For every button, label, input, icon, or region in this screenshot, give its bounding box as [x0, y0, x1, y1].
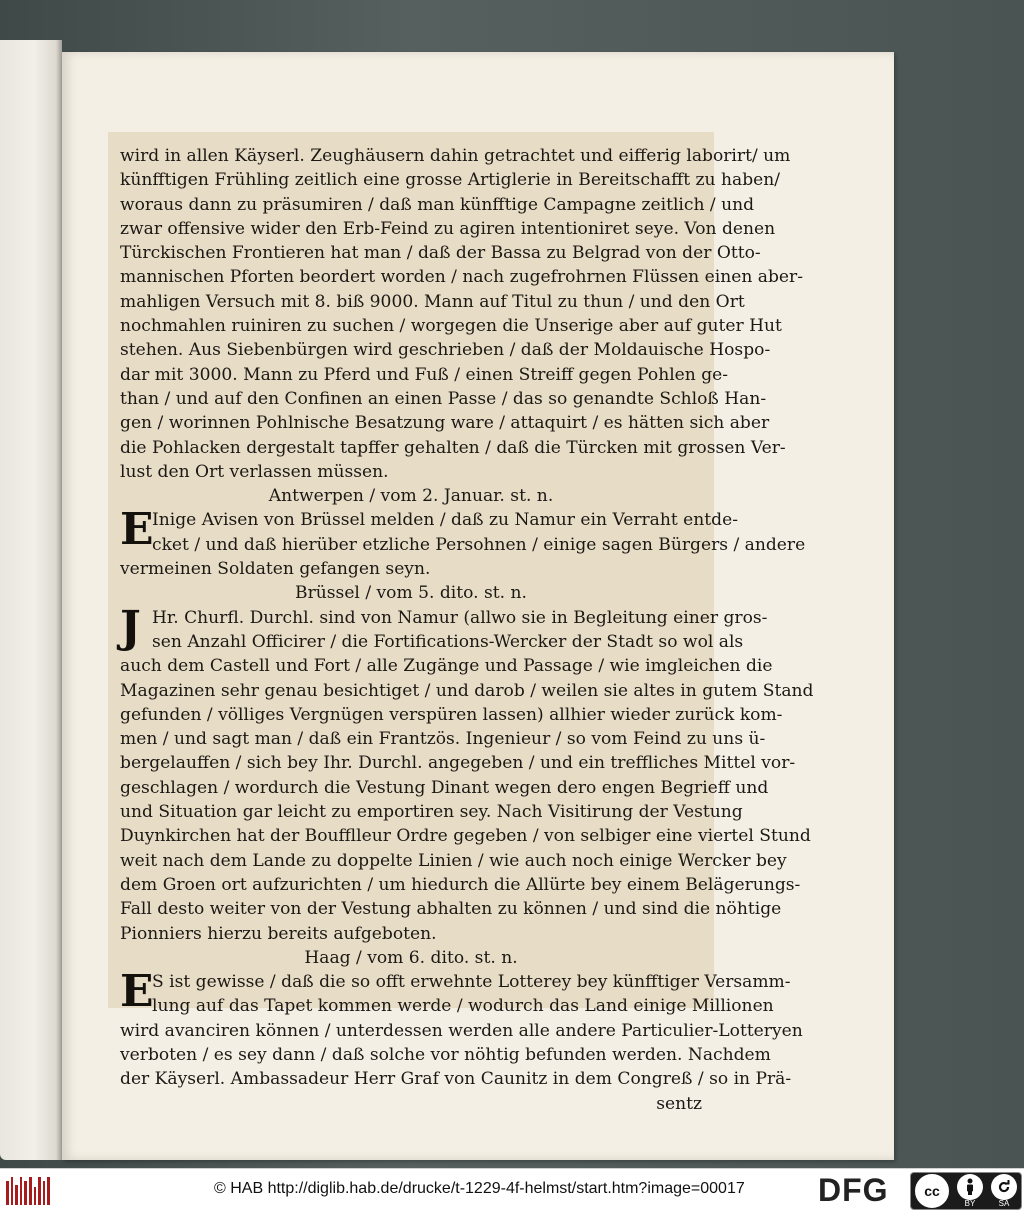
- text-line: bergelauffen / sich bey Ihr. Durchl. angegeben / und ein treffliches Mittel vor-: [120, 753, 796, 774]
- text-line: S ist gewisse / daß die so offt erwehnte Lotterey bey künfftiger Versamm-: [152, 972, 791, 993]
- previous-page-edge: [0, 40, 62, 1160]
- text-line: zwar offensive wider den Erb-Feind zu agiren intentioniret seye. Von denen: [120, 218, 776, 239]
- text-line: geschlagen / wordurch die Vestung Dinant wegen dero engen Begrieff und: [120, 777, 769, 798]
- text-line: sen Anzahl Officirer / die Fortifications-Wercker der Stadt so wol als: [152, 631, 744, 652]
- drop-cap: E: [120, 966, 154, 1018]
- paragraph-2: [120, 504, 806, 581]
- text-line: Pionniers hierzu bereits aufgeboten.: [120, 923, 437, 944]
- text-line: than / und auf den Confinen an einen Passe / das so genandte Schloß Han-: [120, 388, 767, 409]
- text-line: der Käyserl. Ambassadeur Herr Graf von Caunitz in dem Congreß / so in Prä-: [120, 1069, 792, 1090]
- sa-group: [991, 1174, 1017, 1208]
- text-line: gefunden / völliges Vergnügen verspüren lassen) allhier wieder zurück kom-: [120, 704, 783, 725]
- text-line: wird in allen Käyserl. Zeughäusern dahin getrachtet und eifferig laborirt/ um: [120, 146, 791, 166]
- text-line: stehen. Aus Siebenbürgen wird geschrieben / daß der Moldauische Hospo-: [120, 340, 771, 361]
- text-line: Fall desto weiter von der Vestung abhalten zu können / und sind die nöhtige: [120, 899, 782, 920]
- text-line: Inige Avisen von Brüssel melden / daß zu Namur ein Verraht entde-: [152, 510, 739, 531]
- sa-label: SA: [998, 1199, 1010, 1208]
- text-line: dar mit 3000. Mann zu Pferd und Fuß / einen Streiff gegen Pohlen ge-: [120, 364, 729, 385]
- text-line: und Situation gar leicht zu emportiren sey. Nach Visitirung der Vestung: [120, 802, 743, 823]
- dateline-haag: Haag / vom 6. dito. st. n.: [304, 947, 518, 968]
- text-line: künfftigen Frühling zeitlich eine grosse Artiglerie in Bereitschafft zu haben/: [120, 170, 781, 191]
- drop-cap: E: [120, 504, 154, 556]
- text-line: Türckischen Frontieren hat man / daß der Bassa zu Belgrad von der Otto-: [120, 243, 761, 264]
- text-line: die Pohlacken dergestalt tapffer gehalten / daß die Türcken mit grossen Ver-: [120, 437, 786, 458]
- text-line: gen / worinnen Pohlnische Besatzung ware / attaquirt / es hätten sich aber: [120, 413, 770, 434]
- attribution-person-icon: [957, 1174, 983, 1200]
- text-line: lung auf das Tapet kommen werde / wodurch das Land einige Millionen: [152, 996, 774, 1017]
- cc-license-badge[interactable]: [910, 1172, 1022, 1210]
- cc-icon: cc: [915, 1174, 949, 1208]
- text-line: Hr. Churfl. Durchl. sind von Namur (allwo sie in Begleitung einer gros-: [152, 607, 768, 628]
- viewer-footer: [0, 1168, 1024, 1211]
- text-line: auch dem Castell und Fort / alle Zugänge und Passage / wie imgleichen die: [120, 656, 773, 677]
- share-alike-icon: [991, 1174, 1017, 1200]
- paragraph-4: [120, 966, 803, 1091]
- text-line: mannischen Pforten beordert worden / nach zugefrohrnen Flüssen einen aber-: [120, 267, 803, 288]
- by-group: [957, 1174, 983, 1208]
- paragraph-1: [120, 144, 803, 484]
- text-line: mahligen Versuch mit 8. biß 9000. Mann auf Titul zu thun / und den Ort: [120, 291, 745, 312]
- text-line: woraus dann zu präsumiren / daß man künfftige Campagne zeitlich / und: [120, 194, 755, 215]
- dateline-antwerpen: Antwerpen / vom 2. Januar. st. n.: [268, 486, 554, 507]
- text-line: lust den Ort verlassen müssen.: [120, 461, 389, 482]
- drop-cap: J: [120, 601, 141, 653]
- by-label: BY: [964, 1199, 976, 1208]
- text-line: verboten / es sey dann / daß solche vor nöhtig befunden werden. Nachdem: [120, 1044, 771, 1065]
- catchword: sentz: [656, 1093, 702, 1114]
- text-line: nochmahlen ruiniren zu suchen / worgegen die Unserige aber auf guter Hut: [120, 316, 782, 337]
- dfg-logo[interactable]: DFG: [818, 1172, 889, 1208]
- text-line: vermeinen Soldaten gefangen seyn.: [120, 559, 431, 580]
- text-line: dem Groen ort aufzurichten / um hiedurch die Allürte bey einem Belägerungs-: [120, 874, 801, 895]
- dateline-bruessel: Brüssel / vom 5. dito. st. n.: [295, 583, 527, 604]
- text-line: cket / und daß hierüber etzliche Persohnen / einige sagen Bürgers / andere: [152, 534, 806, 555]
- text-line: weit nach dem Lande zu doppelte Linien / wie auch noch einige Wercker bey: [120, 850, 787, 871]
- text-line: wird avanciren können / unterdessen werden alle andere Particulier-Lotteryen: [120, 1020, 803, 1041]
- text-line: men / und sagt man / daß ein Frantzös. Ingenieur / so vom Feind zu uns ü-: [120, 729, 766, 750]
- hab-logo-icon[interactable]: [6, 1175, 50, 1205]
- text-line: Duynkirchen hat der Boufflleur Ordre gegeben / von selbiger eine viertel Stund: [120, 826, 811, 847]
- source-url-link[interactable]: © HAB http://diglib.hab.de/drucke/t-1229-4f-helmst/start.htm?image=00017: [214, 1180, 745, 1197]
- paragraph-3: [120, 601, 814, 946]
- text-line: Magazinen sehr genau besichtiget / und darob / weilen sie altes in gutem Stand: [120, 680, 814, 701]
- printed-text-block: [108, 132, 814, 1114]
